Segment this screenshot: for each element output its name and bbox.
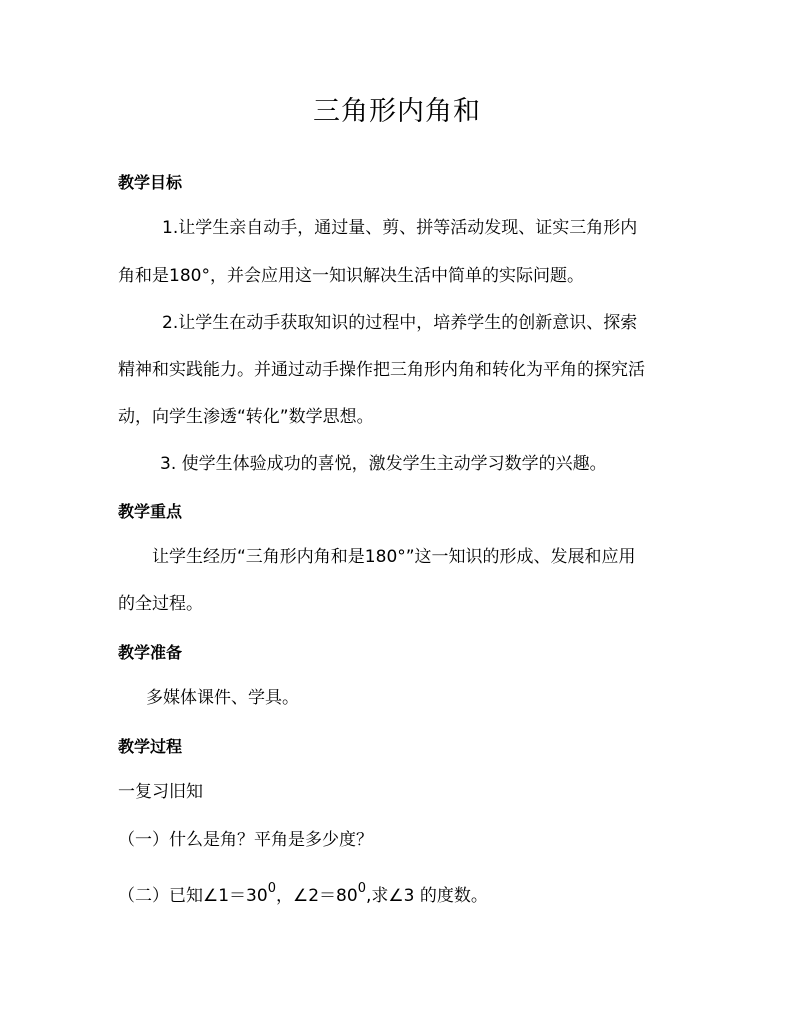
question-1: （一）什么是角？平角是多少度？ (118, 830, 373, 850)
question-2 (118, 881, 488, 910)
question-2-part-3: ,求∠3 的度数。 (365, 886, 488, 906)
question-2-superscript-1: 0 (267, 881, 276, 896)
objective-1-line-1: 1.让学生亲自动手，通过量、剪、拼等活动发现、证实三角形内 (162, 218, 638, 238)
question-2-part-1: （二）已知∠1＝30 (118, 886, 268, 906)
objective-3: 3. 使学生体验成功的喜悦，激发学生主动学习数学的兴趣。 (160, 454, 607, 474)
key-points-line-2: 的全过程。 (118, 594, 203, 614)
objective-1-line-2: 角和是180°，并会应用这一知识解决生活中简单的实际问题。 (118, 266, 584, 286)
key-points-line-1: 让学生经历“三角形内角和是180°”这一知识的形成、发展和应用 (152, 547, 636, 567)
objective-2-line-2: 精神和实践能力。并通过动手操作把三角形内角和转化为平角的探究活 (118, 360, 645, 380)
process-heading: 教学过程 (118, 737, 183, 756)
objective-2-line-1: 2.让学生在动手获取知识的过程中，培养学生的创新意识、探索 (162, 313, 638, 333)
preparation-heading: 教学准备 (118, 643, 183, 662)
review-heading: 一复习旧知 (118, 782, 203, 802)
question-2-superscript-2: 0 (357, 881, 366, 896)
preparation-text: 多媒体课件、学具。 (146, 688, 299, 708)
question-2-part-2: ，∠2＝80 (275, 886, 358, 906)
objective-2-line-3: 动，向学生渗透“转化”数学思想。 (118, 407, 374, 427)
page-title: 三角形内角和 (313, 96, 481, 127)
objectives-heading: 教学目标 (118, 173, 183, 192)
key-points-heading: 教学重点 (118, 502, 183, 521)
